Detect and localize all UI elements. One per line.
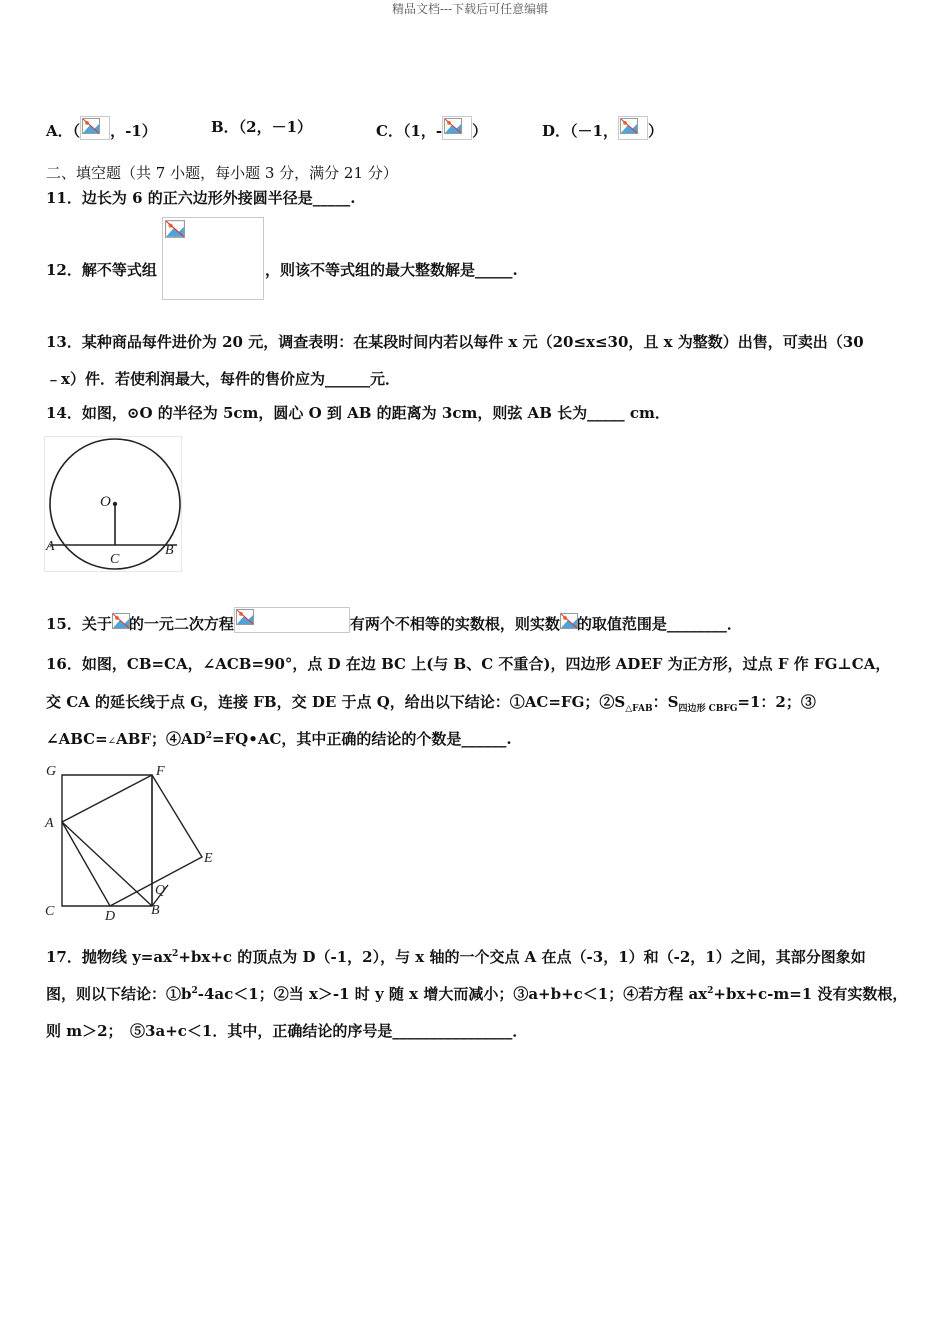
rectangle-gfbc xyxy=(62,775,152,906)
question-15-p4: 的取值范围是________． xyxy=(576,615,742,633)
question-17-line1 xyxy=(46,946,866,967)
label-g: G xyxy=(46,764,57,779)
center-point xyxy=(113,502,117,506)
question-11: 11．边长为 6 的正六边形外接圆半径是_____. xyxy=(46,189,356,207)
question-17-line2 xyxy=(46,983,907,1004)
q16-line2c: =1：2；③ xyxy=(737,693,816,711)
square-figure xyxy=(42,760,222,922)
question-15 xyxy=(46,607,742,634)
circle-figure xyxy=(44,436,182,572)
q17-line1a: 17．抛物线 y=ax xyxy=(46,948,173,966)
question-12-post: ，则该不等式组的最大整数解是_____. xyxy=(265,261,518,279)
q16-line3a: ∠ABC= xyxy=(46,730,108,748)
q16-line3b: ABF；④AD xyxy=(116,730,206,748)
question-14: 14．如图，⊙O 的半径为 5cm，圆心 O 到 AB 的距离为 3cm，则弦 AB 长为_____ cm． xyxy=(46,404,670,422)
question-16-line2 xyxy=(46,691,816,714)
square-adef xyxy=(62,775,202,906)
broken-image-icon xyxy=(80,116,110,140)
question-12-pre: 12．解不等式组 xyxy=(46,261,157,279)
option-c-rest: ） xyxy=(472,122,488,140)
label-b: B xyxy=(165,543,174,558)
equation-image xyxy=(234,607,350,633)
q17-line2c: +bx+c-m=1 没有实数根， xyxy=(713,985,908,1003)
q17-line1b: +bx+c 的顶点为 D（-1，2），与 x 轴的一个交点 A 在点（-3，1）和（-2，1）之间，其部分图象如 xyxy=(178,948,866,966)
option-a-label: A．（ xyxy=(46,122,81,140)
page-header: 精品文档---下载后可任意编辑 xyxy=(392,2,549,16)
q16-line3c: =FQ•AC，其中正确的结论的个数是______. xyxy=(211,730,512,748)
label-c: C xyxy=(45,904,55,919)
label-a: A xyxy=(46,539,55,554)
q16-line2a: 交 CA 的延长线于点 G，连接 FB，交 DE 于点 Q，给出以下结论：①AC=FG；②S xyxy=(46,693,626,711)
question-15-p1: 15．关于 xyxy=(46,615,112,633)
question-16-line1: 16．如图，CB=CA，∠ACB=90°，点 D 在边 BC 上(与 B、C 不重合)，四边形 ADEF 为正方形，过点 F 作 FG⊥CA， xyxy=(46,655,891,673)
q17-line2a: 图，则以下结论：①b xyxy=(46,985,192,1003)
section-title: 二、填空题（共 7 小题，每小题 3 分，满分 21 分） xyxy=(46,164,398,182)
question-17-line3: 则 m＞2； ⑤3a+c＜1．其中，正确结论的序号是________________． xyxy=(46,1022,528,1040)
label-a: A xyxy=(45,816,54,831)
q16-sup: 2 xyxy=(205,731,212,741)
question-13-line2: ﹣x）件．若使利润最大，每件的售价应为______元． xyxy=(46,370,400,388)
label-q: Q xyxy=(155,883,166,898)
q16-small-angle: ∠ xyxy=(107,736,117,747)
q16-sub2: 四边形 CBFG xyxy=(678,704,738,714)
option-c-label: C．（1，- xyxy=(376,122,443,140)
segment-ab xyxy=(62,822,152,906)
q17-sup3: 2 xyxy=(707,986,714,996)
q17-sup2: 2 xyxy=(191,986,198,996)
q16-line2b: ：S xyxy=(652,693,679,711)
label-d: D xyxy=(105,909,116,922)
label-c: C xyxy=(110,552,120,567)
broken-image-icon xyxy=(165,220,185,238)
option-b: B．（2，－1） xyxy=(211,118,313,136)
broken-image-icon xyxy=(112,613,129,633)
q16-sub1: △FAB xyxy=(625,704,653,714)
label-b: B xyxy=(151,903,160,918)
question-16-line3 xyxy=(46,728,512,749)
label-o: O xyxy=(100,494,111,510)
question-13-line1: 13．某种商品每件进价为 20 元，调查表明：在某段时间内若以每件 x 元（20≤x≤30，且 x 为整数）出售，可卖出（30 xyxy=(46,333,864,351)
question-15-p3: 有两个不相等的实数根，则实数 xyxy=(349,615,560,633)
option-c xyxy=(376,116,487,141)
inequality-system-image xyxy=(162,217,264,300)
option-a xyxy=(46,116,157,141)
option-d-rest: ） xyxy=(647,122,663,140)
label-f: F xyxy=(156,764,165,779)
q17-line2b: -4ac＜1；②当 x＞-1 时 y 随 x 增大而减小；③a+b+c＜1；④若方程 ax xyxy=(197,985,708,1003)
q17-sup1: 2 xyxy=(172,949,179,959)
broken-image-icon xyxy=(442,116,472,140)
broken-image-icon xyxy=(560,613,577,633)
option-a-rest: ，-1） xyxy=(110,122,157,140)
label-e: E xyxy=(204,851,213,866)
broken-image-icon xyxy=(618,116,648,140)
question-15-p2: 的一元二次方程 xyxy=(128,615,234,633)
option-d xyxy=(542,116,663,141)
option-d-label: D．（－1， xyxy=(542,122,618,140)
